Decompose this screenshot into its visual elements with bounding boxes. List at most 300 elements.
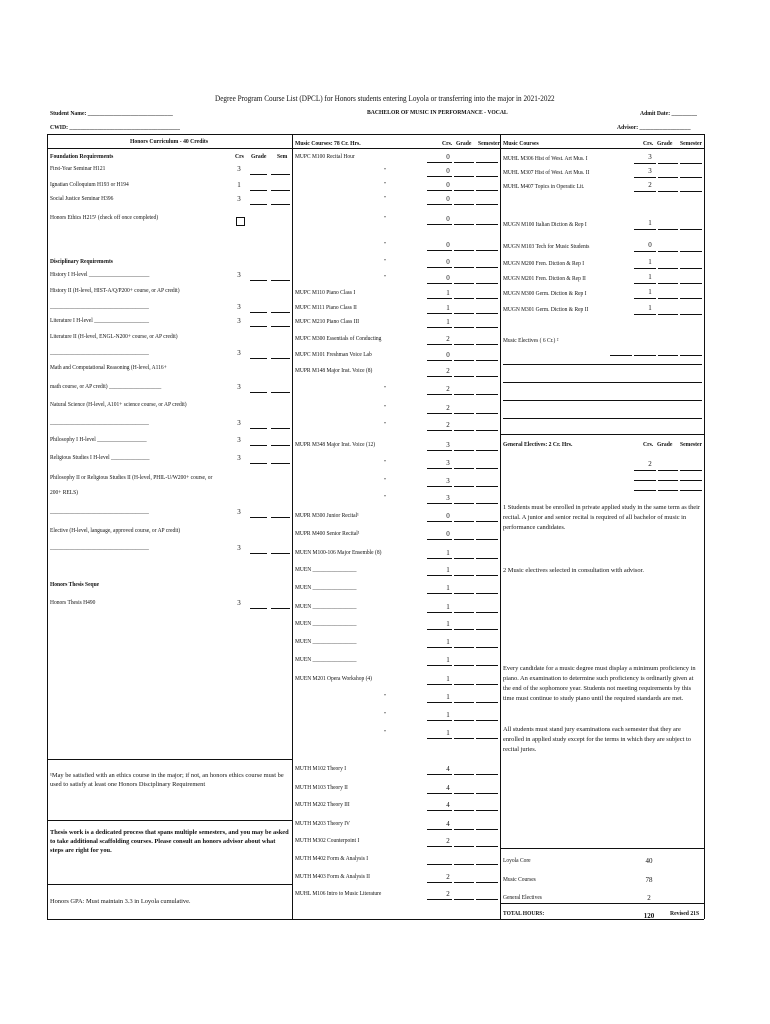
grade-blank[interactable] bbox=[250, 463, 267, 464]
music-course-label: " bbox=[384, 494, 387, 501]
music-course-label: MUEN M201 Opera Workshop (4) bbox=[295, 675, 373, 682]
document-title: Degree Program Course List (DPCL) for Honors students entering Loyola or transferring into the major in 2021-2022 bbox=[215, 94, 555, 103]
music-semester-blank[interactable] bbox=[476, 450, 498, 451]
music-course-credits-2: 0 bbox=[648, 241, 652, 249]
music-crs-blank bbox=[427, 702, 452, 703]
music-semester-blank-2[interactable] bbox=[680, 229, 702, 230]
grade-blank[interactable] bbox=[250, 174, 267, 175]
elective-row-line[interactable] bbox=[503, 400, 702, 401]
table-border-left bbox=[47, 134, 48, 919]
music-course-credits: 0 bbox=[446, 153, 450, 161]
gen-electives-rule bbox=[500, 434, 704, 435]
semester-blank[interactable] bbox=[271, 190, 290, 191]
music-course-label: " bbox=[384, 274, 387, 281]
music-semester-blank[interactable] bbox=[476, 899, 498, 900]
course-label: Natural Science (H-level, A101+ science course, or AP credit) bbox=[50, 401, 187, 408]
course-credits: 3 bbox=[237, 271, 241, 279]
table-header-rule bbox=[47, 148, 704, 149]
music-semester-blank[interactable] bbox=[476, 190, 498, 191]
total-value: 120 bbox=[643, 912, 655, 920]
music-crs-blank bbox=[427, 430, 452, 431]
music-course-credits: 1 bbox=[446, 318, 450, 326]
music-crs-blank bbox=[427, 612, 452, 613]
table-border-bottom bbox=[47, 919, 704, 920]
music-semester-blank[interactable] bbox=[476, 298, 498, 299]
course-credits: 1 bbox=[237, 181, 241, 189]
music-grade-blank-2[interactable] bbox=[658, 163, 678, 164]
gen-electives-heading: General Electives: 2 Cr. Hrs. bbox=[503, 441, 573, 448]
music-grade-blank[interactable] bbox=[454, 882, 474, 883]
music-course-label-2: MUGN M200 Fren. Diction & Rep I bbox=[503, 260, 585, 267]
admit-date-field[interactable]: Admit Date: _________ bbox=[640, 110, 698, 117]
music-grade-blank[interactable] bbox=[454, 468, 474, 469]
music-semester-blank[interactable] bbox=[476, 665, 498, 666]
total-label: General Electives bbox=[503, 894, 542, 901]
semester-blank[interactable] bbox=[271, 463, 290, 464]
music-course-label-2: MUHL M307 Hist of West. Art Mus. II bbox=[503, 169, 590, 176]
music-course-credits: 1 bbox=[446, 304, 450, 312]
music-crs-blank bbox=[427, 829, 452, 830]
col3-crs-header: Crs. bbox=[643, 140, 654, 147]
cwid-field[interactable]: CWID: _______________________________________ bbox=[50, 124, 180, 131]
music-crs-blank bbox=[427, 503, 452, 504]
music-grade-blank[interactable] bbox=[454, 204, 474, 205]
music-course-label: " bbox=[384, 215, 387, 222]
footnote-rule-1 bbox=[47, 759, 292, 760]
music-course-credits: 1 bbox=[446, 638, 450, 646]
music-course-label: " bbox=[384, 385, 387, 392]
music-semester-blank[interactable] bbox=[476, 376, 498, 377]
music-grade-blank-2[interactable] bbox=[658, 283, 678, 284]
music-crs-blank bbox=[427, 720, 452, 721]
music-grade-blank[interactable] bbox=[454, 738, 474, 739]
music-grade-blank[interactable] bbox=[454, 313, 474, 314]
grade-blank[interactable] bbox=[250, 326, 267, 327]
music-grade-blank[interactable] bbox=[454, 593, 474, 594]
music-semester-blank-2[interactable] bbox=[680, 298, 702, 299]
music-semester-blank[interactable] bbox=[476, 327, 498, 328]
course-label: Religious Studies I H-level ______________ bbox=[50, 454, 150, 461]
music-grade-blank[interactable] bbox=[454, 224, 474, 225]
music-semester-blank[interactable] bbox=[476, 647, 498, 648]
music-course-credits-2: 1 bbox=[648, 258, 652, 266]
course-credits: 3 bbox=[237, 317, 241, 325]
music-grade-blank[interactable] bbox=[454, 298, 474, 299]
music-grade-blank-2[interactable] bbox=[658, 298, 678, 299]
music-course-credits: 4 bbox=[446, 784, 450, 792]
semester-blank[interactable] bbox=[271, 553, 290, 554]
music-grade-blank[interactable] bbox=[454, 162, 474, 163]
music-course-label: MUPC M111 Piano Class II bbox=[295, 304, 357, 311]
course-label: First-Year Seminar H121 bbox=[50, 165, 106, 172]
semester-blank[interactable] bbox=[271, 428, 290, 429]
music-semester-blank[interactable] bbox=[476, 283, 498, 284]
music-course-label: " bbox=[384, 693, 387, 700]
music-grade-blank[interactable] bbox=[454, 503, 474, 504]
music-course-label: " bbox=[384, 711, 387, 718]
course-credits: 3 bbox=[237, 195, 241, 203]
gen-elective-semester-blank[interactable] bbox=[680, 470, 702, 471]
note-piano-proficiency: Every candidate for a music degree must display a minimum proficiency in piano. An examination to determine such proficiency is ordinarily given at the end of the sophomore year. Students not meeting requirements by this time must continue to study piano until the required standards are met. bbox=[503, 665, 696, 702]
course-label: ____________________________________ bbox=[50, 419, 149, 426]
semester-blank[interactable] bbox=[271, 174, 290, 175]
music-semester-blank[interactable] bbox=[476, 503, 498, 504]
music-course-label: MUEN ________________ bbox=[295, 566, 357, 573]
music-course-credits: 1 bbox=[446, 289, 450, 297]
music-course-credits-2: 1 bbox=[648, 219, 652, 227]
music-semester-blank[interactable] bbox=[476, 738, 498, 739]
music-crs-blank bbox=[427, 774, 452, 775]
music-crs-blank bbox=[427, 327, 452, 328]
grade-blank[interactable] bbox=[250, 358, 267, 359]
grade-blank[interactable] bbox=[250, 428, 267, 429]
music-course-credits: 2 bbox=[446, 890, 450, 898]
music-crs-blank bbox=[427, 283, 452, 284]
music-crs-blank bbox=[427, 864, 452, 865]
course-credits: 3 bbox=[237, 383, 241, 391]
music-semester-blank-2[interactable] bbox=[680, 177, 702, 178]
semester-blank[interactable] bbox=[271, 608, 290, 609]
music-semester-blank[interactable] bbox=[476, 394, 498, 395]
music-crs-blank bbox=[427, 593, 452, 594]
music-course-credits: 1 bbox=[446, 711, 450, 719]
music-course-credits: 0 bbox=[446, 274, 450, 282]
total-value: 2 bbox=[647, 894, 651, 902]
elective-crs-blank[interactable] bbox=[634, 355, 656, 356]
gen-elective-grade-blank[interactable] bbox=[658, 490, 678, 491]
gen-semester-header: Semester bbox=[680, 441, 703, 448]
semester-blank[interactable] bbox=[271, 312, 290, 313]
music-grade-blank[interactable] bbox=[454, 394, 474, 395]
music-semester-blank[interactable] bbox=[476, 593, 498, 594]
gen-electives-crs: 2 bbox=[648, 460, 652, 468]
col2-semester-header: Semester bbox=[478, 140, 501, 147]
music-semester-blank[interactable] bbox=[476, 629, 498, 630]
music-grade-blank[interactable] bbox=[454, 360, 474, 361]
music-semester-blank-2[interactable] bbox=[680, 268, 702, 269]
music-crs-blank-2 bbox=[634, 163, 656, 164]
music-course-credits: 0 bbox=[446, 351, 450, 359]
music-course-credits: 1 bbox=[446, 603, 450, 611]
semester-blank[interactable] bbox=[271, 392, 290, 393]
elective-row-line[interactable] bbox=[503, 382, 702, 383]
music-course-label: MUPC M101 Freshman Voice Lab bbox=[295, 351, 372, 358]
total-value: 40 bbox=[645, 857, 653, 865]
table-border-top bbox=[47, 134, 704, 135]
music-grade-blank[interactable] bbox=[454, 283, 474, 284]
music-grade-blank[interactable] bbox=[454, 702, 474, 703]
honors-ethics-checkbox[interactable] bbox=[236, 217, 245, 226]
music-course-label: MUHL M106 Intro to Music Literature bbox=[295, 890, 382, 897]
thesis-note: Thesis work is a dedicated process that spans multiple semesters, and you may be asked to take additional scaffolding courses. Please consult an honors advisor about what steps are right for you. bbox=[50, 829, 289, 854]
music-course-credits: 0 bbox=[446, 512, 450, 520]
music-grade-blank[interactable] bbox=[454, 250, 474, 251]
music-grade-blank-2[interactable] bbox=[658, 177, 678, 178]
music-semester-blank[interactable] bbox=[476, 612, 498, 613]
music-crs-blank bbox=[427, 344, 452, 345]
music-grade-blank[interactable] bbox=[454, 376, 474, 377]
music-grade-blank[interactable] bbox=[454, 864, 474, 865]
music-course-label: MUPR M348 Major Inst. Voice (12) bbox=[295, 441, 376, 448]
music-crs-blank bbox=[427, 313, 452, 314]
grade-blank[interactable] bbox=[250, 553, 267, 554]
music-grade-blank[interactable] bbox=[454, 810, 474, 811]
course-credits: 3 bbox=[237, 508, 241, 516]
table-border-col1 bbox=[292, 134, 293, 919]
music-course-label: " bbox=[384, 421, 387, 428]
music-course-credits-2: 1 bbox=[648, 288, 652, 296]
music-crs-blank bbox=[427, 558, 452, 559]
music-semester-blank[interactable] bbox=[476, 430, 498, 431]
music-crs-blank bbox=[427, 376, 452, 377]
music-grade-blank[interactable] bbox=[454, 190, 474, 191]
music-course-credits: 2 bbox=[446, 873, 450, 881]
course-label: ____________________________________ bbox=[50, 544, 149, 551]
music-crs-blank-2 bbox=[634, 268, 656, 269]
music-course-credits: 1 bbox=[446, 675, 450, 683]
music-course-label-2: MUHL M407 Topics in Operatic Lit. bbox=[503, 183, 585, 190]
music-semester-blank[interactable] bbox=[476, 344, 498, 345]
music-crs-blank bbox=[427, 267, 452, 268]
music-grade-blank[interactable] bbox=[454, 829, 474, 830]
music-grade-blank[interactable] bbox=[454, 521, 474, 522]
music-semester-blank[interactable] bbox=[476, 774, 498, 775]
course-label: Disciplinary Requirements bbox=[50, 258, 113, 265]
elective-blank[interactable] bbox=[610, 355, 632, 356]
music-grade-blank-2[interactable] bbox=[658, 251, 678, 252]
music-course-label-2: MUGN M301 Germ. Diction & Rep II bbox=[503, 306, 589, 313]
music-course-credits: 1 bbox=[446, 620, 450, 628]
music-semester-blank-2[interactable] bbox=[680, 251, 702, 252]
course-credits: 3 bbox=[237, 544, 241, 552]
course-label: 200+ RELS) bbox=[50, 489, 78, 496]
music-semester-blank[interactable] bbox=[476, 846, 498, 847]
music-crs-blank-2 bbox=[634, 229, 656, 230]
course-label: Social Justice Seminar H396 bbox=[50, 195, 114, 202]
music-grade-blank[interactable] bbox=[454, 647, 474, 648]
music-grade-blank[interactable] bbox=[454, 558, 474, 559]
course-label: Honors Ethics H215¹ (check off once completed) bbox=[50, 214, 159, 221]
music-semester-blank[interactable] bbox=[476, 810, 498, 811]
course-label: ____________________________________ bbox=[50, 349, 149, 356]
semester-blank[interactable] bbox=[271, 517, 290, 518]
grade-blank[interactable] bbox=[250, 312, 267, 313]
music-grade-blank[interactable] bbox=[454, 430, 474, 431]
course-label: Elective (H-level, language, approved course, or AP credit) bbox=[50, 527, 181, 534]
music-semester-blank[interactable] bbox=[476, 360, 498, 361]
music-courses-heading-2: Music Courses bbox=[503, 140, 539, 147]
music-crs-blank bbox=[427, 250, 452, 251]
music-course-label: MUEN ________________ bbox=[295, 638, 357, 645]
grade-blank[interactable] bbox=[250, 608, 267, 609]
music-semester-blank[interactable] bbox=[476, 575, 498, 576]
music-grade-blank[interactable] bbox=[454, 413, 474, 414]
music-course-label: MUEN ________________ bbox=[295, 656, 357, 663]
music-course-credits: 1 bbox=[446, 693, 450, 701]
music-course-label: MUPC M100 Recital Hour bbox=[295, 153, 355, 160]
music-grade-blank[interactable] bbox=[454, 327, 474, 328]
music-semester-blank[interactable] bbox=[476, 162, 498, 163]
semester-blank[interactable] bbox=[271, 204, 290, 205]
music-grade-blank[interactable] bbox=[454, 629, 474, 630]
music-semester-blank-2[interactable] bbox=[680, 314, 702, 315]
music-grade-blank[interactable] bbox=[454, 899, 474, 900]
semester-blank[interactable] bbox=[271, 280, 290, 281]
elective-row-line[interactable] bbox=[503, 364, 702, 365]
music-course-label: MUEN ________________ bbox=[295, 620, 357, 627]
music-grade-blank-2[interactable] bbox=[658, 314, 678, 315]
music-grade-blank[interactable] bbox=[454, 793, 474, 794]
music-course-credits: 2 bbox=[446, 837, 450, 845]
music-semester-blank[interactable] bbox=[476, 793, 498, 794]
music-crs-blank bbox=[427, 684, 452, 685]
grade-blank[interactable] bbox=[250, 392, 267, 393]
music-course-credits: 0 bbox=[446, 167, 450, 175]
music-course-label: MUEN ________________ bbox=[295, 584, 357, 591]
grade-blank[interactable] bbox=[250, 517, 267, 518]
music-electives-label: Music Electives ( 6 Cr.) ² bbox=[503, 337, 559, 344]
music-course-credits: 1 bbox=[446, 566, 450, 574]
note-recital: 1 Students must be enrolled in private applied study in the same term as their recital. A junior and senior recital is required of all bachelor of music in performance candidates. bbox=[503, 504, 701, 531]
music-course-label-2: MUGN M103 Tech for Music Students bbox=[503, 243, 590, 250]
music-grade-blank[interactable] bbox=[454, 344, 474, 345]
music-grade-blank[interactable] bbox=[454, 575, 474, 576]
music-course-credits-2: 2 bbox=[648, 181, 652, 189]
music-semester-blank[interactable] bbox=[476, 720, 498, 721]
course-credits: 3 bbox=[237, 454, 241, 462]
music-semester-blank[interactable] bbox=[476, 250, 498, 251]
gen-elective-crs-blank bbox=[634, 470, 656, 471]
music-semester-blank-2[interactable] bbox=[680, 283, 702, 284]
grade-blank[interactable] bbox=[250, 280, 267, 281]
music-grade-blank[interactable] bbox=[454, 267, 474, 268]
music-semester-blank[interactable] bbox=[476, 468, 498, 469]
grade-blank[interactable] bbox=[250, 190, 267, 191]
music-grade-blank[interactable] bbox=[454, 846, 474, 847]
music-semester-blank-2[interactable] bbox=[680, 163, 702, 164]
gen-elective-semester-blank[interactable] bbox=[680, 490, 702, 491]
music-course-label: " bbox=[384, 729, 387, 736]
music-course-label: MUEN ________________ bbox=[295, 603, 357, 610]
gen-elective-grade-blank[interactable] bbox=[658, 480, 678, 481]
music-semester-blank[interactable] bbox=[476, 864, 498, 865]
semester-blank[interactable] bbox=[271, 326, 290, 327]
music-grade-blank[interactable] bbox=[454, 684, 474, 685]
total-hours-rule bbox=[500, 903, 704, 904]
music-crs-blank bbox=[427, 204, 452, 205]
advisor-field[interactable]: Advisor: __________________ bbox=[617, 124, 691, 131]
course-credits: 3 bbox=[237, 349, 241, 357]
course-label: math course, or AP credit) ___________________ bbox=[50, 383, 162, 390]
music-semester-blank[interactable] bbox=[476, 176, 498, 177]
gen-elective-crs-blank bbox=[634, 480, 656, 481]
music-crs-blank bbox=[427, 647, 452, 648]
music-semester-blank[interactable] bbox=[476, 521, 498, 522]
semester-blank[interactable] bbox=[271, 358, 290, 359]
music-course-credits: 3 bbox=[446, 459, 450, 467]
music-grade-blank-2[interactable] bbox=[658, 191, 678, 192]
music-semester-blank[interactable] bbox=[476, 313, 498, 314]
music-semester-blank[interactable] bbox=[476, 267, 498, 268]
music-grade-blank-2[interactable] bbox=[658, 229, 678, 230]
elective-row-line[interactable] bbox=[503, 418, 702, 419]
music-course-credits-2: 1 bbox=[648, 304, 652, 312]
music-semester-blank[interactable] bbox=[476, 224, 498, 225]
music-semester-blank-2[interactable] bbox=[680, 191, 702, 192]
music-grade-blank[interactable] bbox=[454, 665, 474, 666]
honors-gpa-note: Honors GPA: Must maintain 3.3 in Loyola cumulative. bbox=[50, 898, 191, 905]
music-semester-blank[interactable] bbox=[476, 539, 498, 540]
music-course-label: " bbox=[384, 477, 387, 484]
music-grade-blank[interactable] bbox=[454, 720, 474, 721]
grade-blank[interactable] bbox=[250, 204, 267, 205]
music-crs-blank bbox=[427, 486, 452, 487]
music-grade-blank[interactable] bbox=[454, 176, 474, 177]
gen-grade-header: Grade bbox=[657, 441, 673, 448]
semester-blank[interactable] bbox=[271, 445, 290, 446]
music-course-label: MUTH M103 Theory II bbox=[295, 784, 348, 791]
table-border-col2 bbox=[500, 134, 501, 919]
music-semester-blank[interactable] bbox=[476, 684, 498, 685]
student-name-field[interactable]: Student Name: ______________________________ bbox=[50, 110, 173, 117]
music-course-label: MUTH M102 Theory I bbox=[295, 765, 347, 772]
music-crs-blank bbox=[427, 629, 452, 630]
music-crs-blank bbox=[427, 413, 452, 414]
grade-blank[interactable] bbox=[250, 445, 267, 446]
music-grade-blank[interactable] bbox=[454, 774, 474, 775]
music-semester-blank[interactable] bbox=[476, 829, 498, 830]
gen-elective-grade-blank[interactable] bbox=[658, 470, 678, 471]
music-course-credits: 3 bbox=[446, 441, 450, 449]
music-grade-blank[interactable] bbox=[454, 612, 474, 613]
music-semester-blank[interactable] bbox=[476, 204, 498, 205]
music-semester-blank[interactable] bbox=[476, 558, 498, 559]
foundation-heading: Foundation Requirements bbox=[50, 153, 114, 160]
music-crs-blank bbox=[427, 394, 452, 395]
music-semester-blank[interactable] bbox=[476, 413, 498, 414]
elective-grade-blank[interactable] bbox=[658, 355, 678, 356]
revised-date: Revised 21S bbox=[670, 910, 700, 917]
music-course-credits: 0 bbox=[446, 258, 450, 266]
music-crs-blank-2 bbox=[634, 191, 656, 192]
col3-semester-header: Semester bbox=[680, 140, 703, 147]
music-crs-blank bbox=[427, 298, 452, 299]
music-grade-blank[interactable] bbox=[454, 539, 474, 540]
music-semester-blank[interactable] bbox=[476, 702, 498, 703]
music-course-label-2: MUGN M201 Fren. Diction & Rep II bbox=[503, 275, 586, 282]
col3-grade-header: Grade bbox=[657, 140, 673, 147]
music-crs-blank bbox=[427, 224, 452, 225]
elective-semester-blank[interactable] bbox=[680, 355, 702, 356]
music-course-credits: 2 bbox=[446, 421, 450, 429]
music-crs-blank bbox=[427, 899, 452, 900]
course-label: History I H-level ______________________ bbox=[50, 271, 150, 278]
music-grade-blank[interactable] bbox=[454, 450, 474, 451]
gen-elective-semester-blank[interactable] bbox=[680, 480, 702, 481]
music-crs-blank bbox=[427, 575, 452, 576]
music-semester-blank[interactable] bbox=[476, 882, 498, 883]
music-course-label: MUPR M300 Junior Recital¹ bbox=[295, 512, 359, 519]
music-semester-blank[interactable] bbox=[476, 486, 498, 487]
music-course-credits: 0 bbox=[446, 215, 450, 223]
table-border-right bbox=[704, 134, 705, 919]
music-course-credits: 4 bbox=[446, 765, 450, 773]
music-course-credits: 2 bbox=[446, 404, 450, 412]
music-grade-blank-2[interactable] bbox=[658, 268, 678, 269]
music-course-credits: 1 bbox=[446, 656, 450, 664]
course-label: Literature II (H-level, ENGL-N200+ course, or AP credit) bbox=[50, 333, 178, 340]
music-grade-blank[interactable] bbox=[454, 486, 474, 487]
